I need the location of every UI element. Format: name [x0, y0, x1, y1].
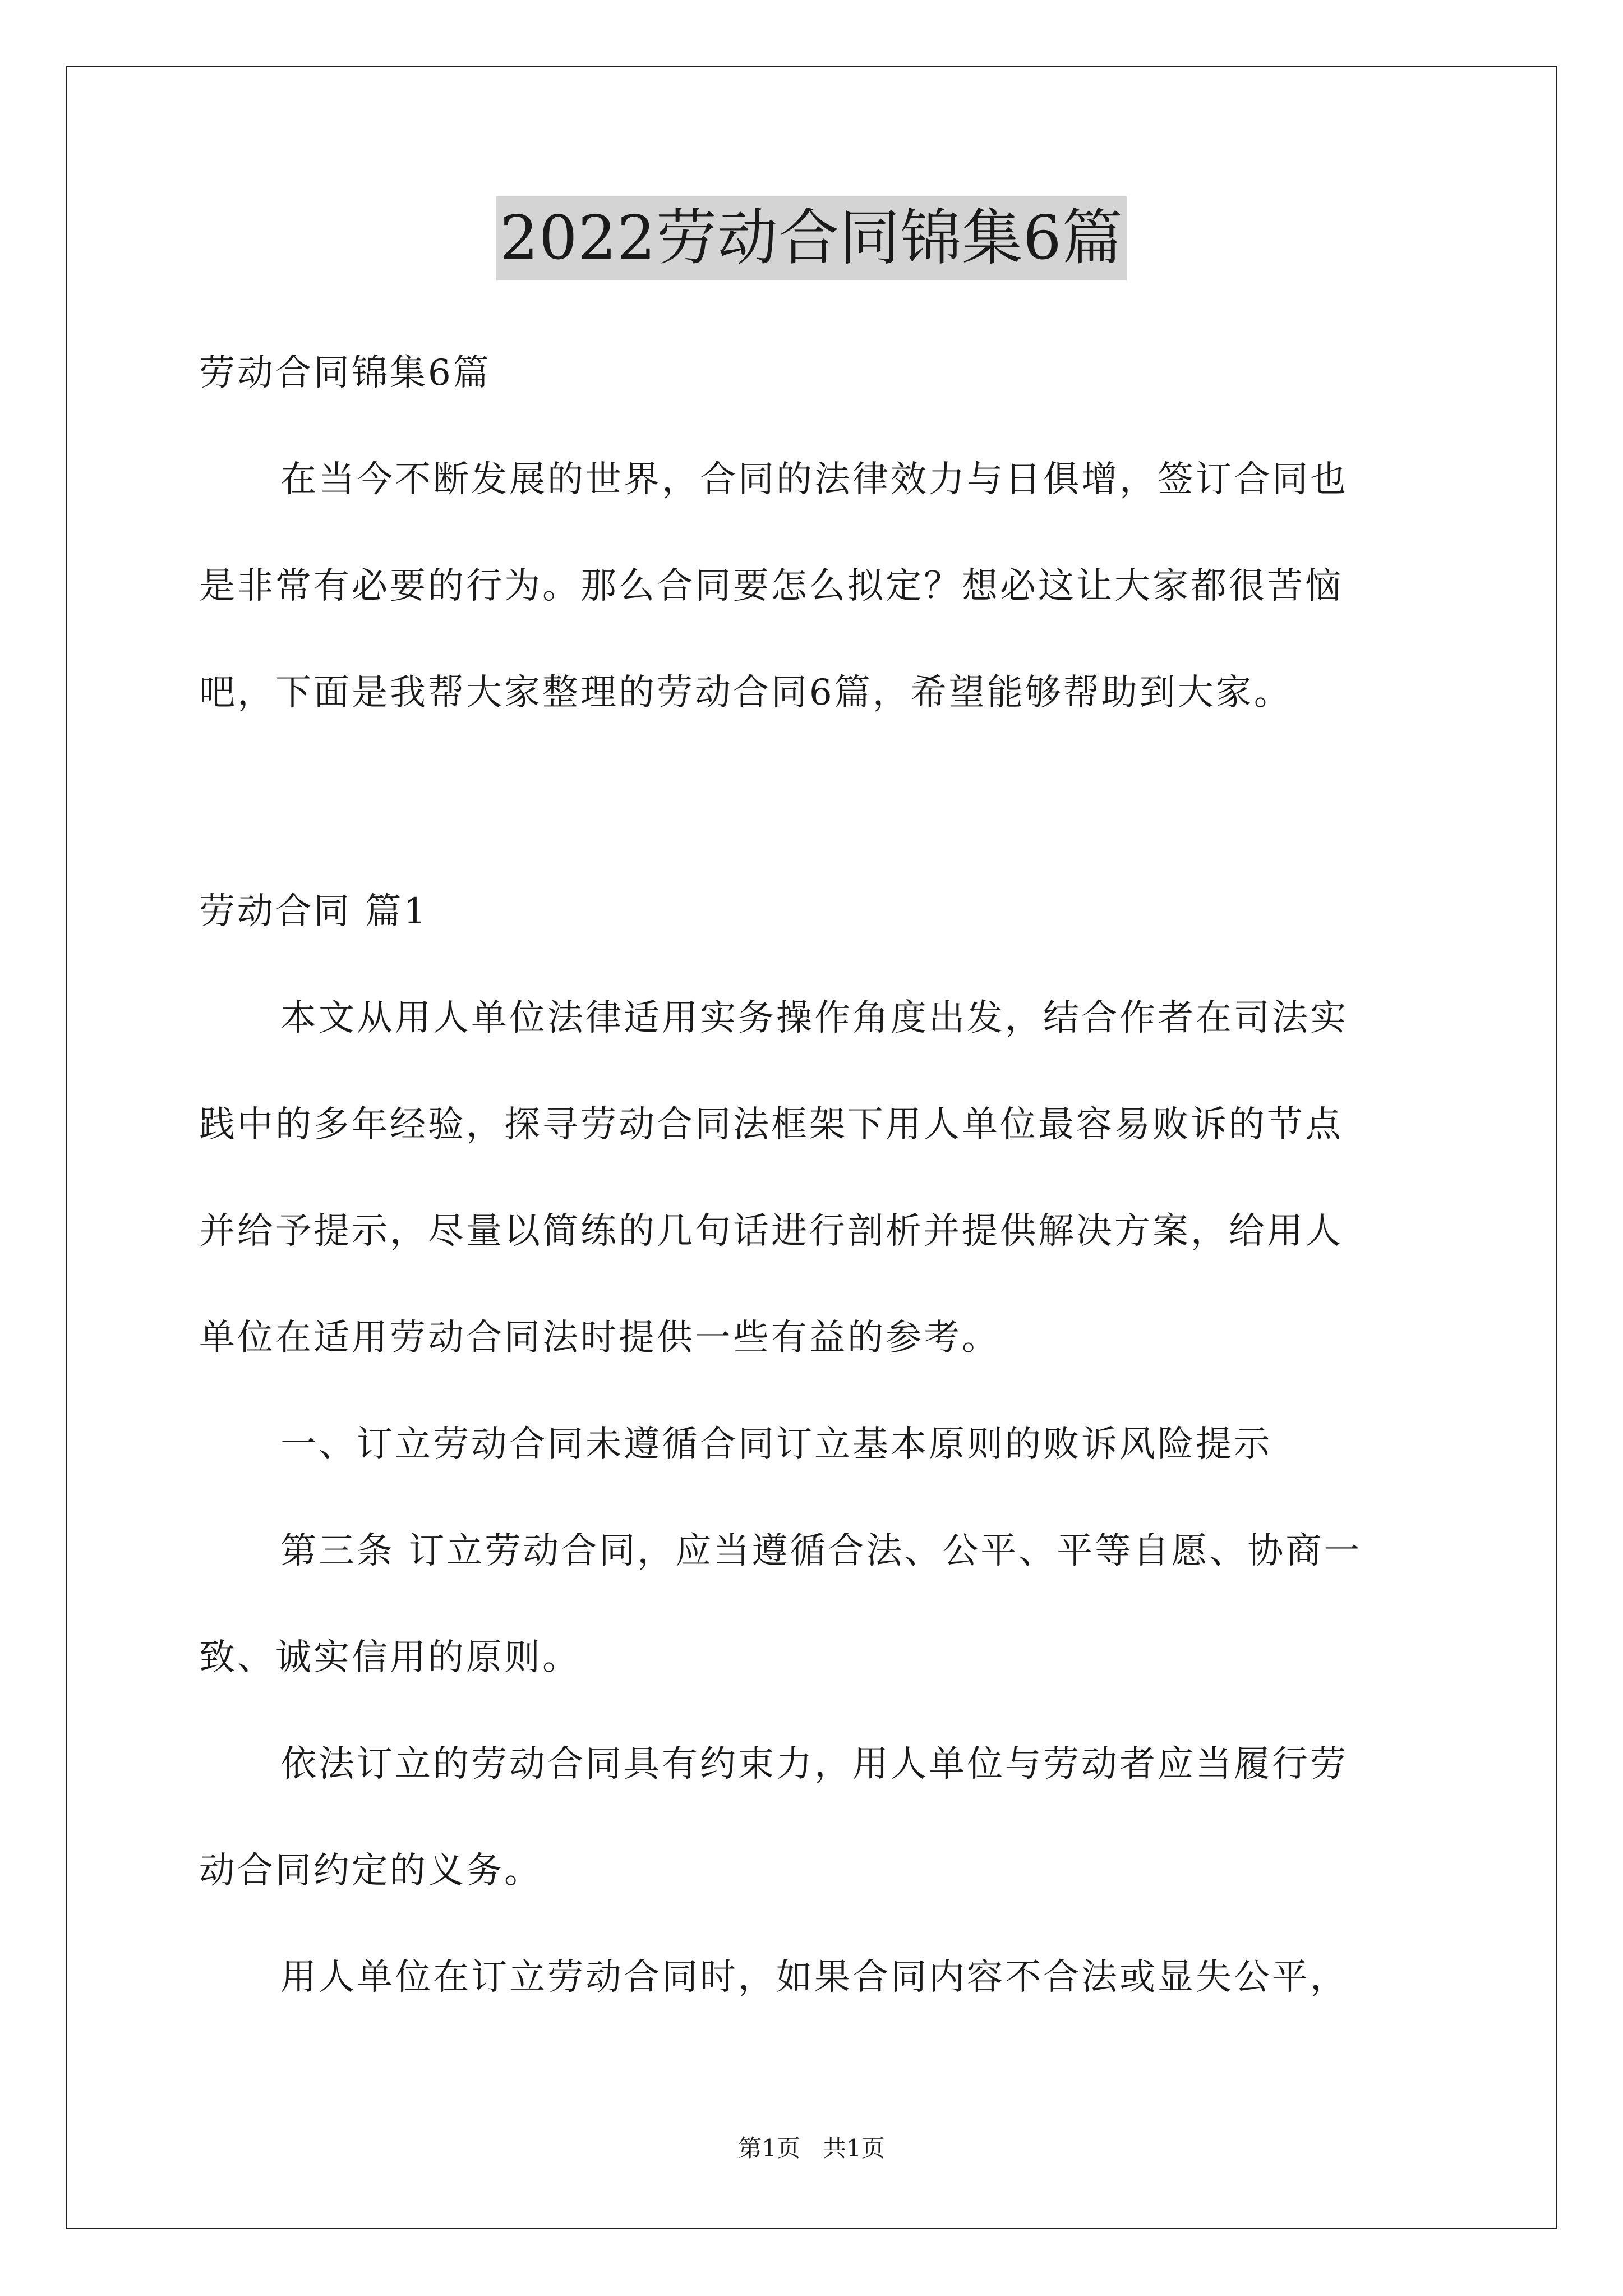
page-footer	[0, 2132, 1623, 2165]
body-line: 践中的多年经验，探寻劳动合同法框架下用人单位最容易败诉的节点	[199, 1104, 1343, 1145]
body-line: 致、诚实信用的原则。	[199, 1637, 580, 1678]
page-indicator: 第1页 共1页	[738, 2134, 885, 2162]
body-line: 本文从用人单位法律适用实务操作角度出发，结合作者在司法实	[280, 997, 1348, 1039]
document-title: 2022劳动合同锦集6篇	[496, 196, 1127, 280]
body-line: 动合同约定的义务。	[199, 1850, 542, 1892]
body-line: 第三条 订立劳动合同，应当遵循合法、公平、平等自愿、协商一	[280, 1530, 1362, 1572]
intro-line: 是非常有必要的行为。那么合同要怎么拟定？想必这让大家都很苦恼	[199, 565, 1343, 607]
section-heading: 劳动合同 篇1	[199, 891, 429, 932]
subtitle: 劳动合同锦集6篇	[199, 352, 491, 394]
body-line: 用人单位在订立劳动合同时，如果合同内容不合法或显失公平，	[280, 1957, 1348, 1998]
intro-line: 在当今不断发展的世界，合同的法律效力与日俱增，签订合同也	[280, 459, 1348, 500]
intro-line: 吧，下面是我帮大家整理的劳动合同6篇，希望能够帮助到大家。	[199, 672, 1292, 714]
title-container	[0, 196, 1623, 280]
body-line: 单位在适用劳动合同法时提供一些有益的参考。	[199, 1317, 1000, 1359]
body-line: 依法订立的劳动合同具有约束力，用人单位与劳动者应当履行劳	[280, 1743, 1348, 1785]
section-point-heading: 一、订立劳动合同未遵循合同订立基本原则的败诉风险提示	[280, 1424, 1272, 1465]
body-line: 并给予提示，尽量以简练的几句话进行剖析并提供解决方案，给用人	[199, 1211, 1343, 1252]
